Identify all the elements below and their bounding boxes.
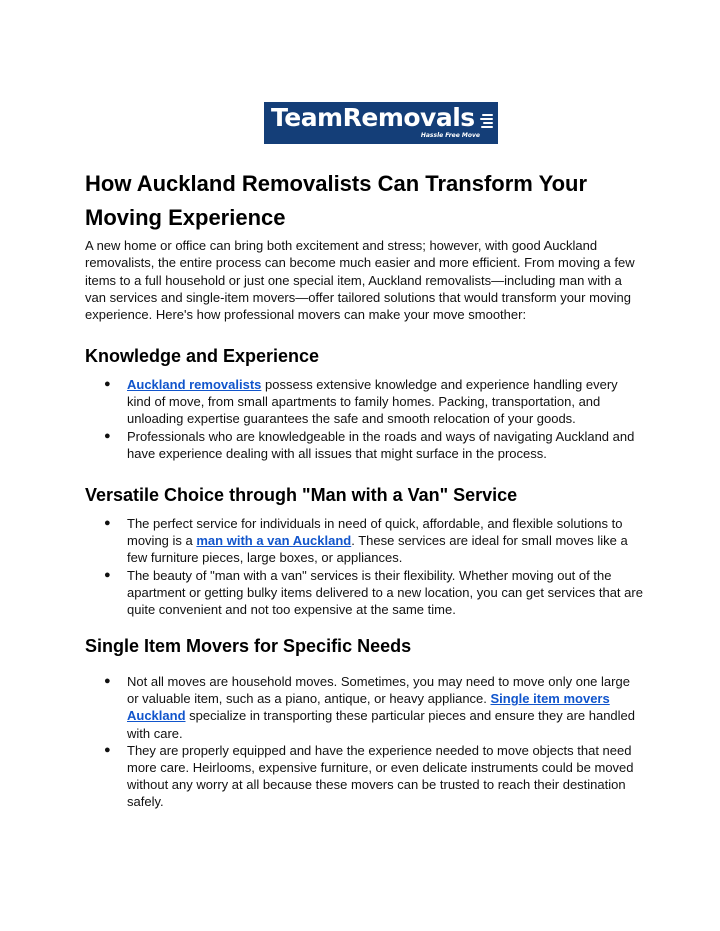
section-heading-single-item: Single Item Movers for Specific Needs [85,636,412,656]
list-item: ● The perfect service for individuals in need of quick, affordable, and flexible solutions to moving is a man with a van Auckland. These services are ideal for small moves like a few furniture pieces, large boxes, or appliances. [104,516,628,566]
bullet-icon: ● [104,743,111,756]
auckland-removalists-link[interactable]: Auckland removalists [127,377,262,392]
list-item: ● The beauty of "man with a van" services is their flexibility. Whether moving out of the apartment or getting bulky items delivered to a new location, you can get services that are quite convenient and not too expensive at the same time. [104,567,643,618]
team-removals-logo [264,102,498,144]
speed-lines-icon [480,114,493,128]
section-heading-man-with-a-van: Versatile Choice through "Man with a Van" Service [85,485,518,505]
list-item: ● They are properly equipped and have the experience needed to move objects that need more care. Heirlooms, expensive furniture, or even delicate instruments could be moved without any worry at all because these movers can be trusted to reach their destination safely. [104,742,634,810]
intro-paragraph: A new home or office can bring both excitement and stress; however, with good Auckland removalists, the entire process can become much easier and more efficient. From moving a few items to a full household or just one special item, Auckland removalists—including man with a van services and single-item movers—offer tailored solutions that would transform your moving experience. Here's how professional movers can make your move smoother: [85,238,635,323]
man-with-a-van-link[interactable]: man with a van Auckland [196,533,352,549]
logo-wordmark: TeamRemovals [271,103,475,132]
list-item: ● Professionals who are knowledgeable in the roads and ways of navigating Auckland and have experience dealing with all issues that might surface in the process. [104,428,635,461]
list-item: ● Auckland removalists possess extensive knowledge and experience handling every kind of move, from small apartments to family homes. Packing, transportation, and unloading expertise guarantees the safe and smooth relocation of your goods. [104,377,618,427]
single-item-movers-link[interactable]: Single item movers Auckland [127,691,610,724]
bullet-icon: ● [104,429,111,442]
logo-tagline: Hassle Free Move [420,132,480,139]
list-item: ● Not all moves are household moves. Sometimes, you may need to move only one large or valuable item, such as a piano, antique, or heavy appliance. Single item movers Auckland specialize in transporting these particular pieces and ensure they are handled with care. [104,674,636,741]
bullet-icon: ● [104,675,111,687]
bullet-icon: ● [104,378,111,390]
section-list-knowledge [85,376,645,462]
bullet-icon: ● [104,517,111,529]
section-heading-knowledge: Knowledge and Experience [85,346,320,366]
bullet-icon: ● [104,568,111,581]
section-list-single-item [85,673,645,811]
section-list-man-with-a-van [85,515,645,618]
page-title: How Auckland Removalists Can Transform Your Moving Experience [85,171,588,230]
